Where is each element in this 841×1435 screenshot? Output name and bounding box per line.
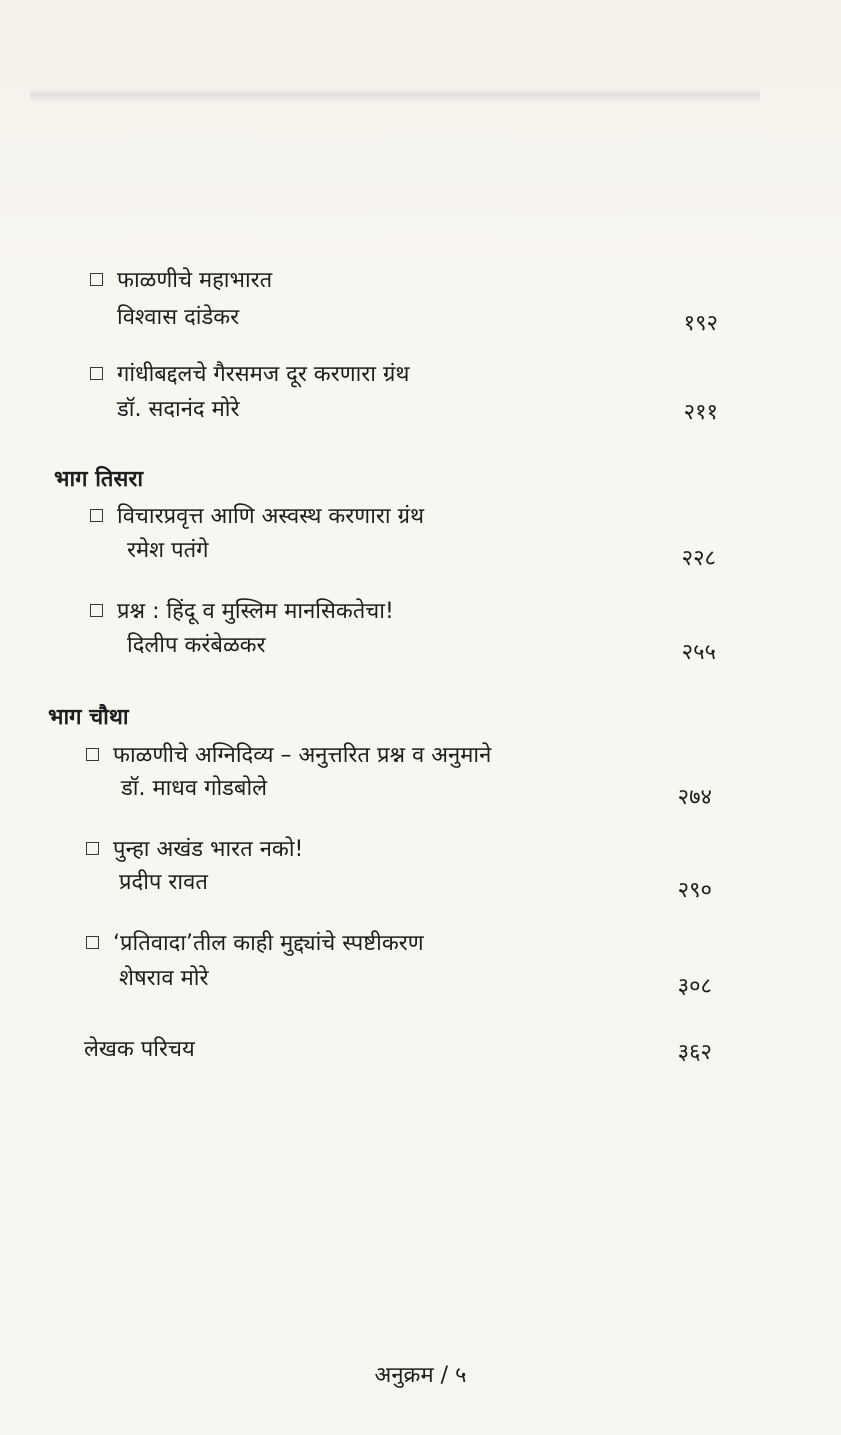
author-profiles-entry: [84, 1035, 195, 1065]
entry-title: [90, 266, 272, 296]
entry-title: [90, 597, 394, 627]
entry-author: विश्वास दांडेकर: [117, 305, 240, 330]
toc-entry: [90, 266, 272, 333]
checkbox-icon: [86, 748, 99, 761]
entry-page-number: २११: [683, 400, 718, 425]
author-profiles-page-number: ३६२: [677, 1040, 712, 1065]
entry-author: डॉ. माधव गोडबोले: [121, 776, 268, 801]
checkbox-icon: [90, 509, 103, 522]
entry-page-number: २९०: [677, 878, 712, 903]
author-profiles-label: लेखक परिचय: [84, 1037, 195, 1062]
entry-title: [90, 360, 409, 390]
entry-title-text: फाळणीचे महाभारत: [117, 268, 273, 293]
toc-entry: [86, 835, 303, 898]
toc-entry: [90, 597, 394, 661]
entry-page-number: २२८: [681, 546, 716, 571]
entry-author: दिलीप करंबेळकर: [127, 633, 266, 658]
entry-author: रमेश पतंगे: [127, 538, 209, 563]
checkbox-icon: [90, 273, 103, 286]
entry-title-text: पुन्हा अखंड भारत नको!: [113, 837, 304, 862]
section-heading: भाग तिसरा: [54, 467, 144, 492]
checkbox-icon: [86, 842, 99, 855]
entry-title: [90, 502, 424, 532]
toc-entry: [90, 502, 424, 566]
checkbox-icon: [90, 604, 103, 617]
page-footer: अनुक्रम / ५: [374, 1363, 467, 1388]
entry-author: प्रदीप रावत: [119, 870, 208, 895]
entry-title: [86, 835, 303, 865]
show-through-band: [30, 88, 760, 102]
entry-title-text: प्रश्न : हिंदू व मुस्लिम मानसिकतेचा!: [117, 599, 394, 624]
entry-title-text: विचारप्रवृत्त आणि अस्वस्थ करणारा ग्रंथ: [117, 504, 425, 529]
entry-author: डॉ. सदानंद मोरे: [117, 397, 240, 422]
entry-page-number: ३०८: [677, 974, 712, 999]
entry-page-number: २५५: [681, 640, 716, 665]
entry-title-text: गांधीबद्दलचे गैरसमज दूर करणारा ग्रंथ: [117, 362, 410, 387]
entry-title: [86, 929, 424, 959]
toc-entry: [86, 929, 424, 994]
entry-page-number: २७४: [677, 785, 712, 810]
entry-author: शेषराव मोरे: [119, 966, 209, 991]
entry-title: [86, 741, 491, 771]
checkbox-icon: [90, 367, 103, 380]
section-heading: भाग चौथा: [48, 705, 129, 730]
checkbox-icon: [86, 936, 99, 949]
toc-entry: [86, 741, 491, 804]
entry-page-number: १९२: [683, 311, 718, 336]
toc-entry: [90, 360, 409, 425]
entry-title-text: ‘प्रतिवादा’तील काही मुद्द्यांचे स्पष्टीकरण: [113, 931, 424, 956]
entry-title-text: फाळणीचे अग्निदिव्य – अनुत्तरित प्रश्न व अनुमाने: [113, 743, 492, 768]
